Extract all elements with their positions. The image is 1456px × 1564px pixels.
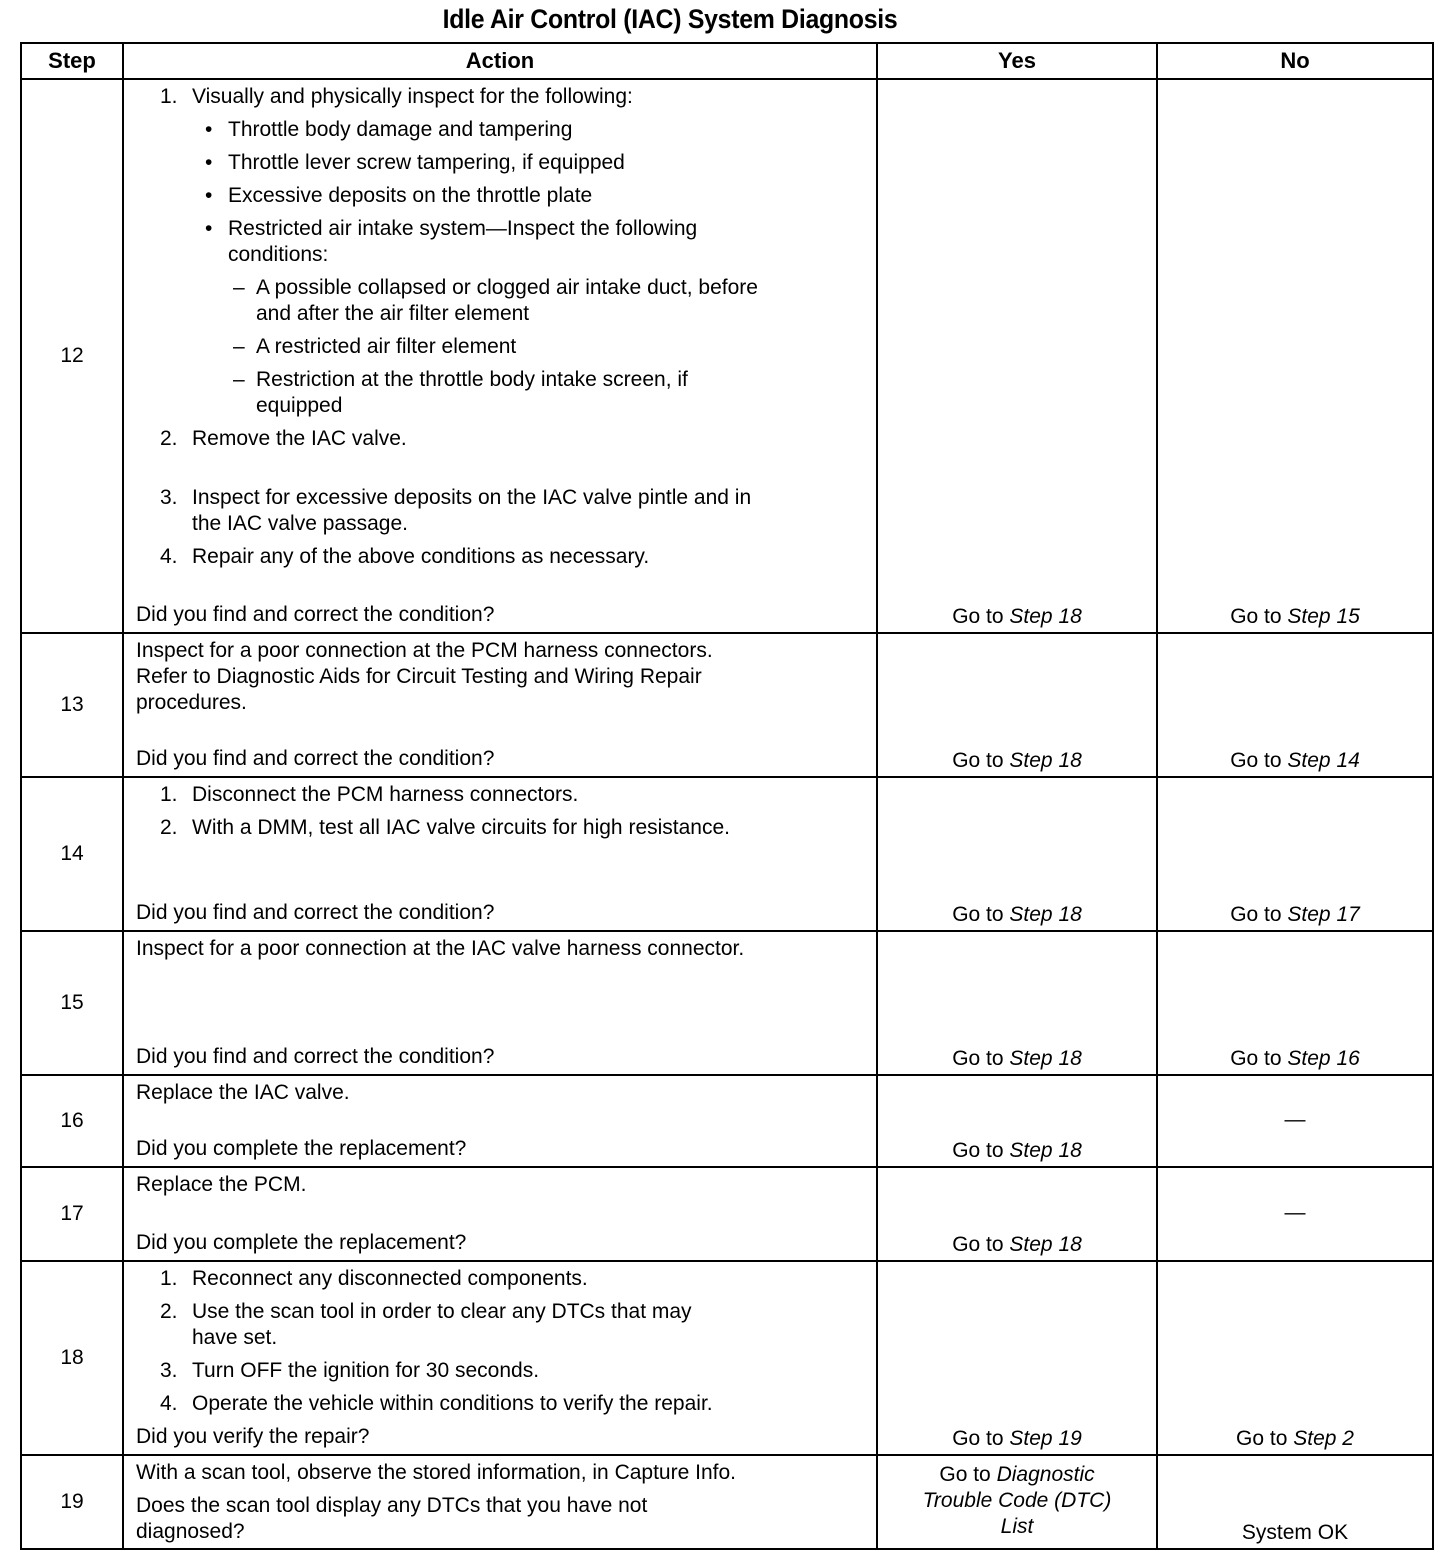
header-yes: Yes bbox=[877, 43, 1157, 79]
action-item bbox=[136, 84, 862, 110]
action-item bbox=[136, 275, 862, 327]
num-marker: 3. bbox=[160, 486, 178, 509]
yes-result-cell bbox=[877, 1455, 1157, 1549]
action-item bbox=[136, 638, 862, 716]
yes-result-cell bbox=[877, 777, 1157, 931]
yes-result-text: Go to bbox=[952, 1427, 1004, 1450]
step-number: 14 bbox=[21, 777, 123, 931]
action-question: Did you verify the repair? bbox=[136, 1425, 370, 1448]
yes-step-reference: Step 18 bbox=[1009, 1139, 1082, 1162]
no-result-text: Go to bbox=[1236, 1427, 1288, 1450]
action-content bbox=[136, 782, 862, 926]
action-cell bbox=[123, 1261, 877, 1455]
action-item bbox=[136, 815, 862, 841]
action-item-text: Restriction at the throttle body intake screen, if equipped bbox=[256, 368, 688, 417]
num-marker: 3. bbox=[160, 1359, 178, 1382]
action-item-text: Excessive deposits on the throttle plate bbox=[228, 184, 593, 207]
action-item bbox=[136, 485, 862, 537]
bullet-marker: • bbox=[205, 151, 213, 174]
action-item-text: Visually and physically inspect for the following: bbox=[192, 85, 633, 108]
no-step-reference: Step 17 bbox=[1287, 903, 1360, 926]
action-content bbox=[136, 1172, 862, 1256]
action-question: Did you find and correct the condition? bbox=[136, 1045, 495, 1068]
yes-step-reference: Diagnostic Trouble Code (DTC) List bbox=[922, 1463, 1112, 1538]
action-item-text: With a scan tool, observe the stored information, in Capture Info. bbox=[136, 1461, 736, 1484]
action-item bbox=[136, 1358, 862, 1384]
dash-marker: – bbox=[233, 368, 245, 391]
step-number: 13 bbox=[21, 633, 123, 777]
action-item bbox=[136, 1266, 862, 1292]
table-row bbox=[21, 1261, 1433, 1455]
action-item bbox=[136, 1391, 862, 1417]
action-content bbox=[136, 1460, 862, 1544]
action-item bbox=[136, 936, 862, 962]
table-row bbox=[21, 633, 1433, 777]
no-result-text: Go to bbox=[1230, 605, 1282, 628]
bullet-marker: • bbox=[205, 217, 213, 240]
no-result-cell bbox=[1157, 79, 1433, 633]
action-item bbox=[136, 1299, 862, 1351]
action-item-text: Operate the vehicle within conditions to verify the repair. bbox=[192, 1392, 713, 1415]
yes-result-text: Go to bbox=[952, 1047, 1004, 1070]
no-result-text: — bbox=[1284, 1201, 1306, 1224]
num-marker: 1. bbox=[160, 1267, 178, 1290]
table-row bbox=[21, 931, 1433, 1075]
action-item-text: Throttle lever screw tampering, if equipped bbox=[228, 151, 625, 174]
action-item-text: Use the scan tool in order to clear any DTCs that may have set. bbox=[192, 1300, 692, 1349]
num-marker: 2. bbox=[160, 816, 178, 839]
no-step-reference: Step 16 bbox=[1287, 1047, 1360, 1070]
action-content bbox=[136, 84, 862, 628]
step-number: 17 bbox=[21, 1167, 123, 1261]
action-question: Did you complete the replacement? bbox=[136, 1137, 467, 1160]
dash-marker: – bbox=[233, 276, 245, 299]
no-result-text: Go to bbox=[1230, 1047, 1282, 1070]
table-row bbox=[21, 1455, 1433, 1549]
yes-step-reference: Step 19 bbox=[1009, 1427, 1082, 1450]
no-step-reference: Step 14 bbox=[1287, 749, 1360, 772]
action-content bbox=[136, 638, 862, 772]
action-item-text: Repair any of the above conditions as necessary. bbox=[192, 545, 650, 568]
action-question: Did you find and correct the condition? bbox=[136, 603, 495, 626]
action-item bbox=[136, 117, 862, 143]
no-step-reference: Step 2 bbox=[1293, 1427, 1354, 1450]
action-item bbox=[136, 334, 862, 360]
action-item bbox=[136, 426, 862, 452]
action-item bbox=[136, 1460, 862, 1486]
yes-result-cell bbox=[877, 931, 1157, 1075]
no-result-cell bbox=[1157, 777, 1433, 931]
action-item bbox=[136, 1493, 862, 1545]
table-row bbox=[21, 79, 1433, 633]
no-result-cell bbox=[1157, 1261, 1433, 1455]
yes-step-reference: Step 18 bbox=[1009, 749, 1082, 772]
action-question: Did you complete the replacement? bbox=[136, 1231, 467, 1254]
action-item-text: Does the scan tool display any DTCs that you have not diagnosed? bbox=[136, 1494, 648, 1543]
no-result-text: System OK bbox=[1241, 1521, 1349, 1544]
num-marker: 1. bbox=[160, 85, 178, 108]
action-cell bbox=[123, 1167, 877, 1261]
action-question: Did you find and correct the condition? bbox=[136, 747, 495, 770]
num-marker: 2. bbox=[160, 1300, 178, 1323]
step-number: 12 bbox=[21, 79, 123, 633]
action-item-text: Disconnect the PCM harness connectors. bbox=[192, 783, 579, 806]
action-item-text: Turn OFF the ignition for 30 seconds. bbox=[192, 1359, 540, 1382]
no-result-cell bbox=[1157, 633, 1433, 777]
table-row bbox=[21, 777, 1433, 931]
yes-result-text: Go to bbox=[952, 605, 1004, 628]
yes-step-reference: Step 18 bbox=[1009, 1233, 1082, 1256]
no-result-text: Go to bbox=[1230, 903, 1282, 926]
no-result-cell bbox=[1157, 931, 1433, 1075]
step-number: 16 bbox=[21, 1075, 123, 1167]
page-title: Idle Air Control (IAC) System Diagnosis bbox=[442, 4, 898, 34]
action-item bbox=[136, 183, 862, 209]
no-step-reference: Step 15 bbox=[1287, 605, 1360, 628]
yes-result-text: Go to bbox=[952, 1233, 1004, 1256]
action-item-text: Reconnect any disconnected components. bbox=[192, 1267, 588, 1290]
action-item bbox=[136, 1080, 862, 1106]
yes-step-reference: Step 18 bbox=[1009, 1047, 1082, 1070]
action-cell bbox=[123, 777, 877, 931]
no-result-text: Go to bbox=[1230, 749, 1282, 772]
num-marker: 4. bbox=[160, 1392, 178, 1415]
action-cell bbox=[123, 79, 877, 633]
action-item bbox=[136, 1172, 862, 1198]
table-header-row bbox=[21, 43, 1433, 79]
action-item-text: Inspect for a poor connection at the IAC valve harness connector. bbox=[136, 937, 745, 960]
action-cell bbox=[123, 633, 877, 777]
action-item-text: Inspect for excessive deposits on the IAC valve pintle and in the IAC valve passage. bbox=[192, 486, 752, 535]
action-content bbox=[136, 1266, 862, 1450]
yes-result-text: Go to bbox=[952, 749, 1004, 772]
header-action: Action bbox=[123, 43, 877, 79]
action-content bbox=[136, 1080, 862, 1162]
step-number: 18 bbox=[21, 1261, 123, 1455]
no-result-cell bbox=[1157, 1167, 1433, 1261]
bullet-marker: • bbox=[205, 184, 213, 207]
yes-result-text: Go to bbox=[952, 1139, 1004, 1162]
action-cell bbox=[123, 1075, 877, 1167]
action-item-text: A possible collapsed or clogged air intake duct, before and after the air filter element bbox=[256, 276, 758, 325]
yes-result-cell bbox=[877, 633, 1157, 777]
no-result-text: — bbox=[1284, 1108, 1306, 1131]
table-row bbox=[21, 1167, 1433, 1261]
num-marker: 2. bbox=[160, 427, 178, 450]
yes-result-text: Go to bbox=[939, 1463, 991, 1486]
diagnosis-table bbox=[20, 42, 1434, 1550]
yes-result-text: Go to bbox=[952, 903, 1004, 926]
action-question: Did you find and correct the condition? bbox=[136, 901, 495, 924]
yes-result-cell bbox=[877, 1167, 1157, 1261]
action-item-text: Remove the IAC valve. bbox=[192, 427, 407, 450]
action-item bbox=[136, 782, 862, 808]
bullet-marker: • bbox=[205, 118, 213, 141]
num-marker: 4. bbox=[160, 545, 178, 568]
action-item-text: Inspect for a poor connection at the PCM harness connectors. Refer to Diagnostic Aids for Circuit Testing and Wiring Repair procedures. bbox=[136, 639, 713, 714]
action-item bbox=[136, 216, 862, 268]
header-no: No bbox=[1157, 43, 1433, 79]
action-item-text: With a DMM, test all IAC valve circuits for high resistance. bbox=[192, 816, 730, 839]
no-result-cell bbox=[1157, 1075, 1433, 1167]
dash-marker: – bbox=[233, 335, 245, 358]
yes-result-cell bbox=[877, 1075, 1157, 1167]
action-item-text: Restricted air intake system—Inspect the following conditions: bbox=[228, 217, 698, 266]
action-content bbox=[136, 936, 862, 1070]
yes-result-cell bbox=[877, 79, 1157, 633]
yes-step-reference: Step 18 bbox=[1009, 903, 1082, 926]
action-item-text: A restricted air filter element bbox=[256, 335, 517, 358]
yes-step-reference: Step 18 bbox=[1009, 605, 1082, 628]
step-number: 15 bbox=[21, 931, 123, 1075]
action-item bbox=[136, 544, 862, 570]
header-step: Step bbox=[21, 43, 123, 79]
action-item-text: Replace the PCM. bbox=[136, 1173, 307, 1196]
action-item-text: Throttle body damage and tampering bbox=[228, 118, 573, 141]
num-marker: 1. bbox=[160, 783, 178, 806]
no-result-cell bbox=[1157, 1455, 1433, 1549]
yes-result-cell bbox=[877, 1261, 1157, 1455]
table-row bbox=[21, 1075, 1433, 1167]
action-item bbox=[136, 367, 862, 419]
step-number: 19 bbox=[21, 1455, 123, 1549]
action-item-text: Replace the IAC valve. bbox=[136, 1081, 350, 1104]
action-item bbox=[136, 150, 862, 176]
action-cell bbox=[123, 1455, 877, 1549]
action-cell bbox=[123, 931, 877, 1075]
